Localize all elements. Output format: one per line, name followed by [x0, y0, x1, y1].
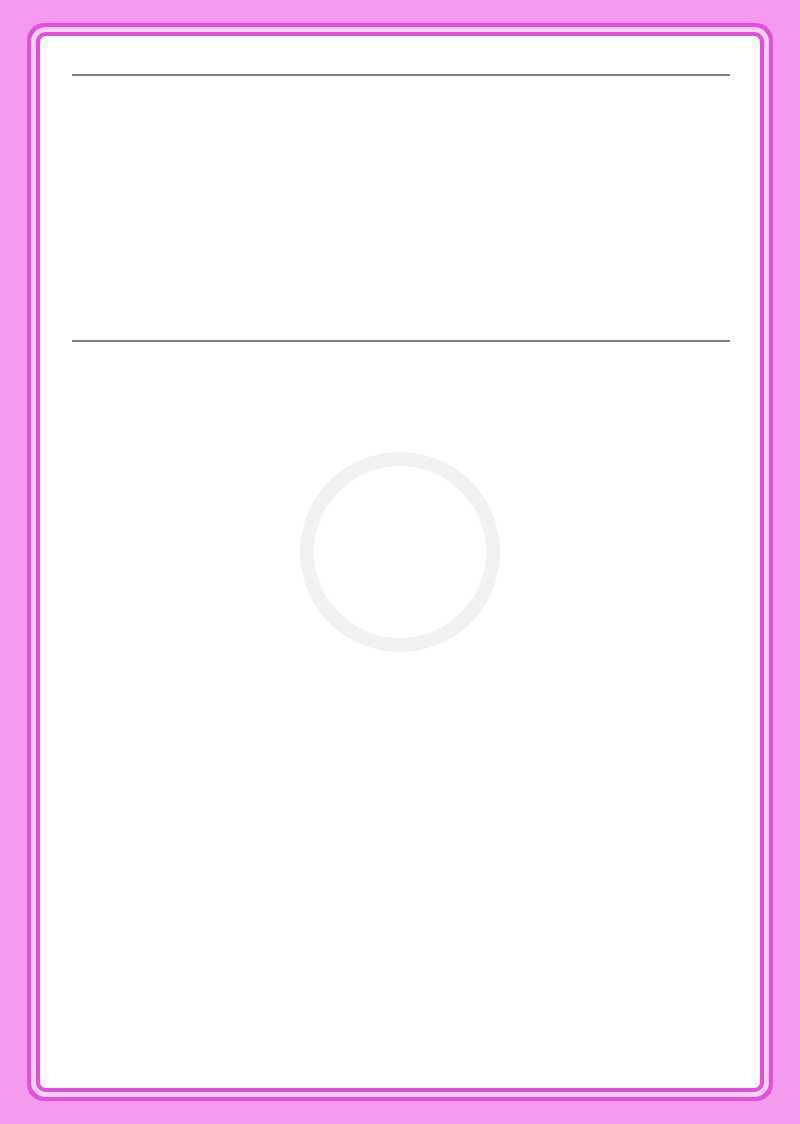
decorative-frame: [40, 36, 760, 1088]
top-practice-table: [72, 74, 730, 76]
main-practice-table: [72, 340, 730, 342]
page-footer: [0, 1048, 800, 1069]
